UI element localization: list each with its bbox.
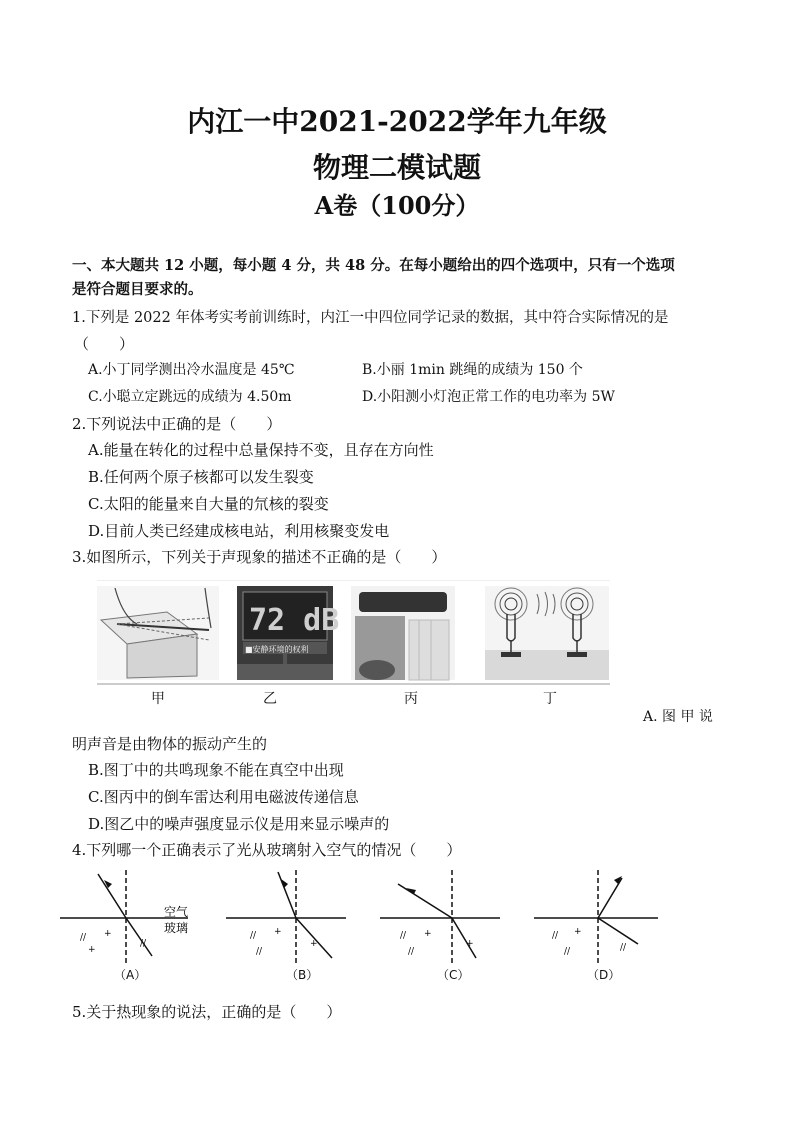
figure-caption-jia: 甲 <box>151 691 165 707</box>
question-3-stem: 3.如图所示，下列关于声现象的描述不正确的是（ ） <box>72 548 447 566</box>
tuning-fork-resonance-image <box>485 586 609 680</box>
reversing-radar-image <box>351 586 455 680</box>
svg-text:+: + <box>424 929 432 939</box>
sound-phenomena-figure <box>97 580 610 700</box>
question-3-option-a-start: A. 图 甲 说 <box>643 709 713 725</box>
question-2-option-a: A.能量在转化的过程中总量保持不变，且存在方向性 <box>88 441 434 459</box>
noise-display-value: 72 dB <box>249 603 340 638</box>
question-5-stem: 5.关于热现象的说法，正确的是（ ） <box>72 1003 342 1021</box>
section-instruction: 一、本大题共 12 小题，每小题 4 分，共 48 分。在每小题给出的四个选项中，只有一个选项 <box>72 257 675 274</box>
svg-text://: // <box>408 947 415 957</box>
svg-text:+: + <box>574 927 582 937</box>
question-3-option-d: D.图乙中的噪声强度显示仪是用来显示噪声的 <box>88 815 390 833</box>
svg-text:+: + <box>274 927 282 937</box>
option-label-a: （A） <box>114 968 147 982</box>
option-label-b: （B） <box>286 968 319 982</box>
svg-text://: // <box>620 943 627 953</box>
question-2-option-d: D.目前人类已经建成核电站，利用核聚变发电 <box>88 522 390 540</box>
svg-text:+: + <box>466 939 474 949</box>
svg-text:+: + <box>104 929 112 939</box>
question-4-stem: 4.下列哪一个正确表示了光从玻璃射入空气的情况（ ） <box>72 841 462 859</box>
exam-title: 内江一中2021-2022学年九年级 <box>187 105 607 138</box>
noise-display-image <box>237 586 339 680</box>
question-1-option-b: B.小丽 1min 跳绳的成绩为 150 个 <box>362 362 583 378</box>
question-1-bracket: （ ） <box>74 335 135 353</box>
svg-text://: // <box>140 939 147 949</box>
svg-text:+: + <box>88 945 96 955</box>
sound-phenomena-illustrations <box>97 580 610 700</box>
question-2-stem: 2.下列说法中正确的是（ ） <box>72 415 282 433</box>
figure-caption-ding: 丁 <box>543 691 557 707</box>
figure-caption-bing: 丙 <box>404 691 418 707</box>
question-3-option-b: B.图丁中的共鸣现象不能在真空中出现 <box>88 761 344 779</box>
svg-text://: // <box>552 931 559 941</box>
question-1-option-c: C.小聪立定跳远的成绩为 4.50m <box>88 389 292 405</box>
svg-text:+: + <box>310 939 318 949</box>
question-2-option-c: C.太阳的能量来自大量的氘核的裂变 <box>88 495 329 513</box>
svg-text://: // <box>400 931 407 941</box>
refraction-diagram-a <box>60 866 188 966</box>
refraction-diagram-d <box>534 866 658 966</box>
svg-text://: // <box>564 947 571 957</box>
glass-label: 玻璃 <box>164 921 188 935</box>
refraction-diagram-b <box>226 866 346 966</box>
question-3-option-c: C.图丙中的倒车雷达利用电磁波传递信息 <box>88 788 359 806</box>
question-2-option-b: B.任何两个原子核都可以发生裂变 <box>88 468 314 486</box>
paper-section-title: A卷（100分） <box>314 191 480 220</box>
air-label: 空气 <box>164 905 188 919</box>
section-instruction-cont: 是符合题目要求的。 <box>72 281 203 298</box>
option-label-c: （C） <box>437 968 470 982</box>
noise-display-caption: ■安静环境的权利 <box>245 645 309 654</box>
question-1-option-a: A.小丁同学测出冷水温度是 45℃ <box>88 362 295 378</box>
question-1-stem: 1.下列是 2022 年体考实考前训练时，内江一中四位同学记录的数据，其中符合实际情况的是 <box>72 310 669 326</box>
svg-text://: // <box>80 933 87 943</box>
question-1-option-d: D.小阳测小灯泡正常工作的电功率为 5W <box>362 389 615 405</box>
refraction-diagram-c <box>380 866 500 966</box>
question-3-option-a-cont: 明声音是由物体的振动产生的 <box>72 735 268 753</box>
figure-caption-yi: 乙 <box>263 691 277 707</box>
ruler-vibration-image <box>97 586 219 680</box>
exam-subtitle: 物理二模试题 <box>312 151 481 184</box>
option-label-d: （D） <box>587 968 621 982</box>
svg-text://: // <box>250 931 257 941</box>
svg-text://: // <box>256 947 263 957</box>
